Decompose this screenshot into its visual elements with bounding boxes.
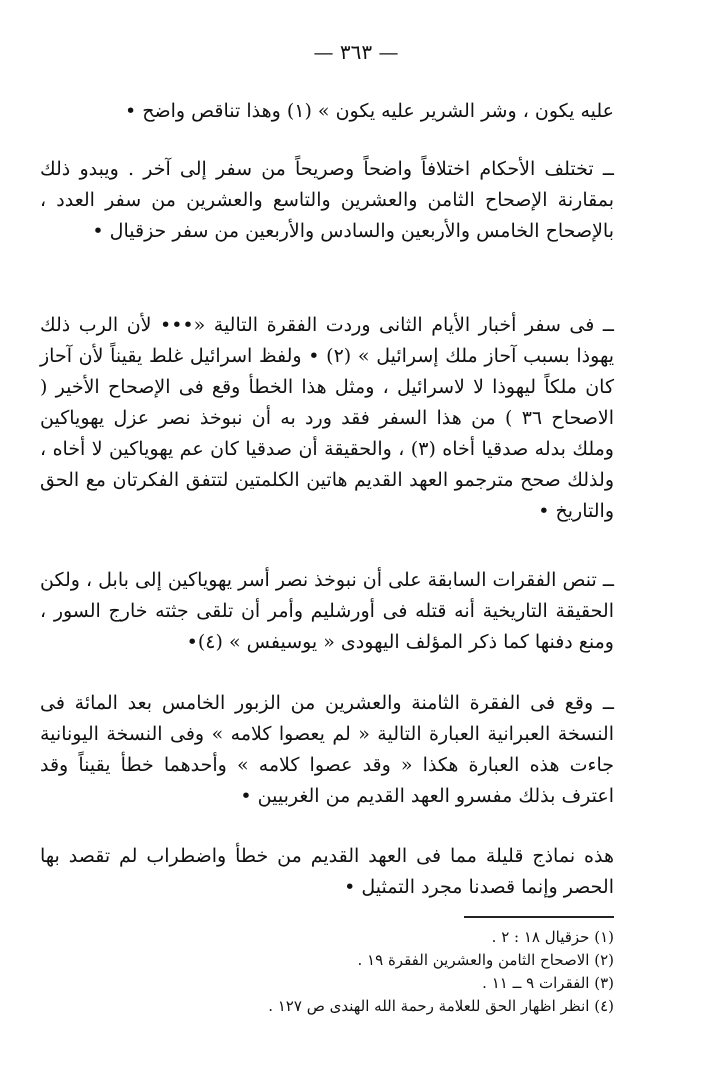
- paragraph-continuation: عليه يكون ، وشر الشرير عليه يكون » (١) وهذا تناقص واضح •: [125, 100, 614, 122]
- footnote-separator: [464, 916, 614, 918]
- footnote-item: (٤) انظر اظهار الحق للعلامة رحمة الله الهندى ص ١٢٧ .: [268, 997, 614, 1015]
- paragraph-conclusion: هذه نماذج قليلة مما فى العهد القديم من خطأ واضطراب لم تقصد بها الحصر وإنما قصدنا مجرد التمثيل •: [40, 845, 614, 898]
- footnote-item: (٣) الفقرات ٩ ــ ١١ .: [482, 974, 614, 992]
- footnote-item: (٢) الاصحاح الثامن والعشرين الفقرة ١٩ .: [357, 951, 614, 969]
- paragraph-chronicles: ــ فى سفر أخبار الأيام الثانى وردت الفقرة التالية «••• لأن الرب ذلك يهوذا بسبب آحاز ملك إسرائيل » (٢) • ولفظ اسرائيل غلط يقيناً لأن آحاز كان ملكاً ليهوذا لا لاسرائيل ، ومثل هذا الخطأ وقع فى الإصحاح الأخير ( الاصحاح ٣٦ ) من هذا السفر فقد ورد به أن نبوخذ نصر عزل يهوياكين وملك بدله صدقيا أخاه (٣) ، والحقيقة أن صدقيا كان عم يهوياكين لا أخاه ، ولذلك صحح مترجمو العهد القديم هاتين الكلمتين لتتفق الفكرتان مع الحق والتاريخ •: [40, 314, 614, 522]
- footnotes: [170, 926, 614, 1018]
- paragraph-jehoiachin: ــ تنص الفقرات السابقة على أن نبوخذ نصر أسر يهوياكين إلى بابل ، ولكن الحقيقة التاريخية أنه قتله فى أورشليم وأمر أن تلقى جثته خارج السور ، ومنع دفنها كما ذكر المؤلف اليهودى « يوسيفس » (٤)•: [40, 569, 614, 653]
- paragraph-psalm: ــ وقع فى الفقرة الثامنة والعشرين من الزبور الخامس بعد المائة فى النسخة العبرانية العبارة التالية « لم يعصوا كلامه » وفى النسخة اليونانية جاءت هذه العبارة هكذا « وقد عصوا كلامه » وأحدهما خطأ يقيناً وقد اعترف بذلك مفسرو العهد القديم من الغربيين •: [40, 692, 614, 807]
- footnote-item: (١) حزقيال ١٨ : ٢ .: [491, 928, 614, 946]
- page-number: — ٣٦٣ —: [313, 40, 399, 64]
- paragraph-laws-difference: ــ تختلف الأحكام اختلافاً واضحاً وصريحاً من سفر إلى آخر . ويبدو ذلك بمقارنة الإصحاح الثامن والعشرين والتاسع والعشرين من سفر العدد ، بالإصحاح الخامس والأربعين والسادس والأربعين من سفر حزقيال •: [40, 158, 614, 242]
